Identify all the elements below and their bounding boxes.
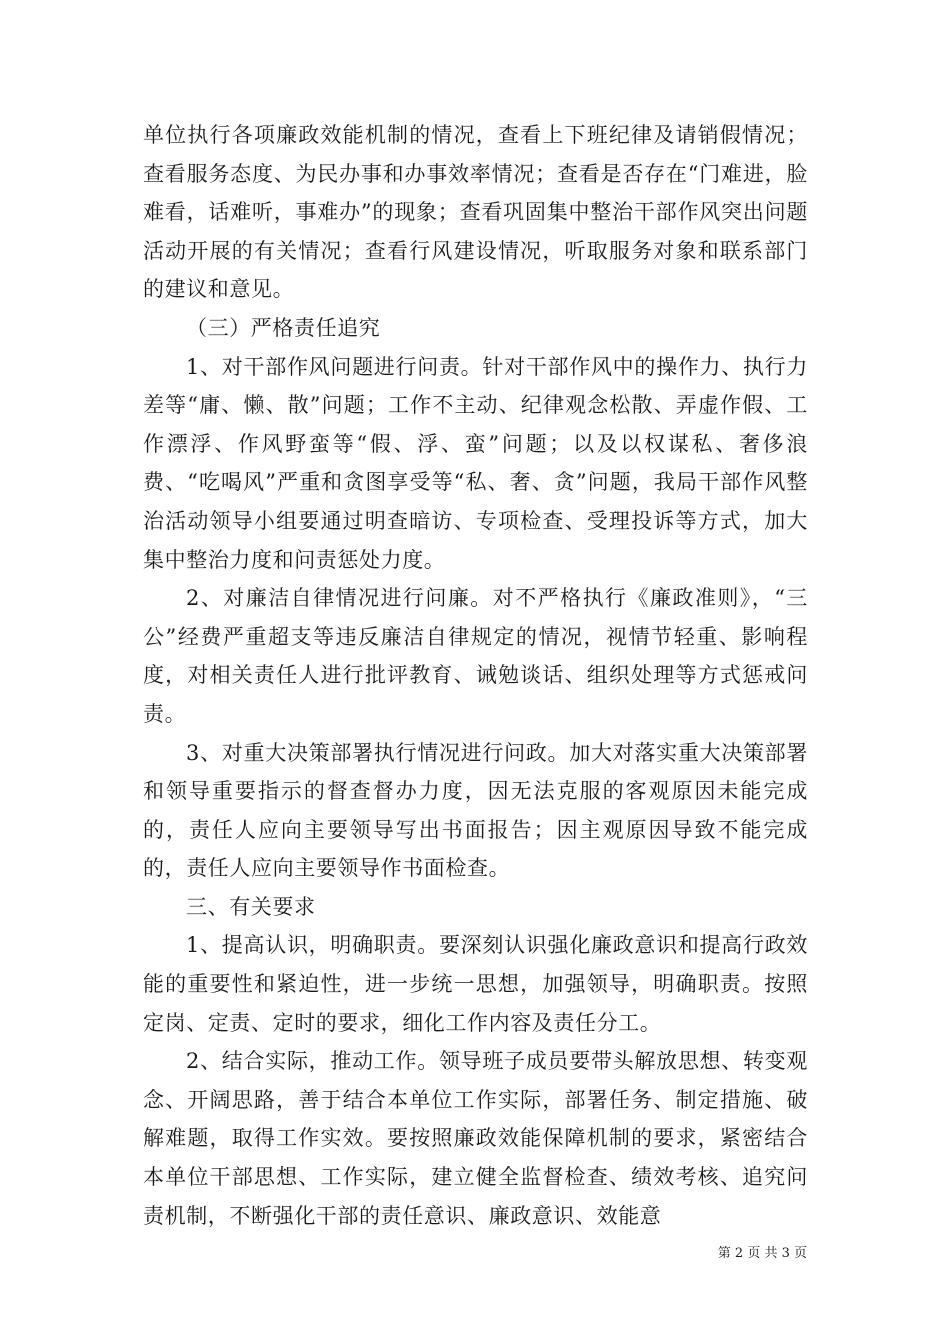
section-heading-requirements: 三、有关要求 [186, 894, 316, 919]
paragraph-accountability-1: 1、对干部作风问题进行问责。针对干部作风中的操作力、执行力差等“庸、懒、散”问题；工作不主动、纪律观念松散、弄虚作假、工作漂浮、作风野蛮等“假、浮、蛮”问题；以及以权谋私、奢侈浪费、“吃喝风”严重和贪图享受等“私、奢、贪”问题，我局干部作风整治活动领导小组要通过明查暗访、专项检查、受理投诉等方式，加大集中整治力度和问责惩处力度。 [143, 354, 808, 572]
paragraph-continued: 单位执行各项廉政效能机制的情况，查看上下班纪律及请销假情况；查看服务态度、为民办事和办事效率情况；查看是否存在“门难进，脸难看，话难听，事难办”的现象；查看巩固集中整治干部作风突出问题活动开展的有关情况；查看行风建设情况，听取服务对象和联系部门的建议和意见。 [143, 123, 808, 302]
document-body [143, 116, 808, 1235]
paragraph-accountability-3: 3、对重大决策部署执行情况进行问政。加大对落实重大决策部署和领导重要指示的督查督办力度，因无法克服的客观原因未能完成的，责任人应向主要领导写出书面报告；因主观原因导致不能完成的，责任人应向主要领导作书面检查。 [143, 740, 808, 881]
section-heading-strict-accountability: （三）严格责任追究 [186, 315, 381, 340]
paragraph-requirement-1: 1、提高认识，明确职责。要深刻认识强化廉政意识和提高行政效能的重要性和紧迫性，进一步统一思想，加强领导，明确职责。按照定岗、定责、定时的要求，细化工作内容及责任分工。 [143, 933, 808, 1035]
page-number-footer: 第 2 页 共 3 页 [717, 1246, 807, 1261]
paragraph-accountability-2: 2、对廉洁自律情况进行问廉。对不严格执行《廉政准则》，“三公”经费严重超支等违反廉洁自律规定的情况，视情节轻重、影响程度，对相关责任人进行批评教育、诫勉谈话、组织处理等方式惩戒问责。 [143, 586, 808, 726]
paragraph-requirement-2: 2、结合实际，推动工作。领导班子成员要带头解放思想、转变观念、开阔思路，善于结合本单位工作实际，部署任务、制定措施、破解难题，取得工作实效。要按照廉政效能保障机制的要求，紧密结合本单位干部思想、工作实际，建立健全监督检查、绩效考核、追究问责机制，不断强化干部的责任意识、廉政意识、效能意 [143, 1049, 808, 1228]
